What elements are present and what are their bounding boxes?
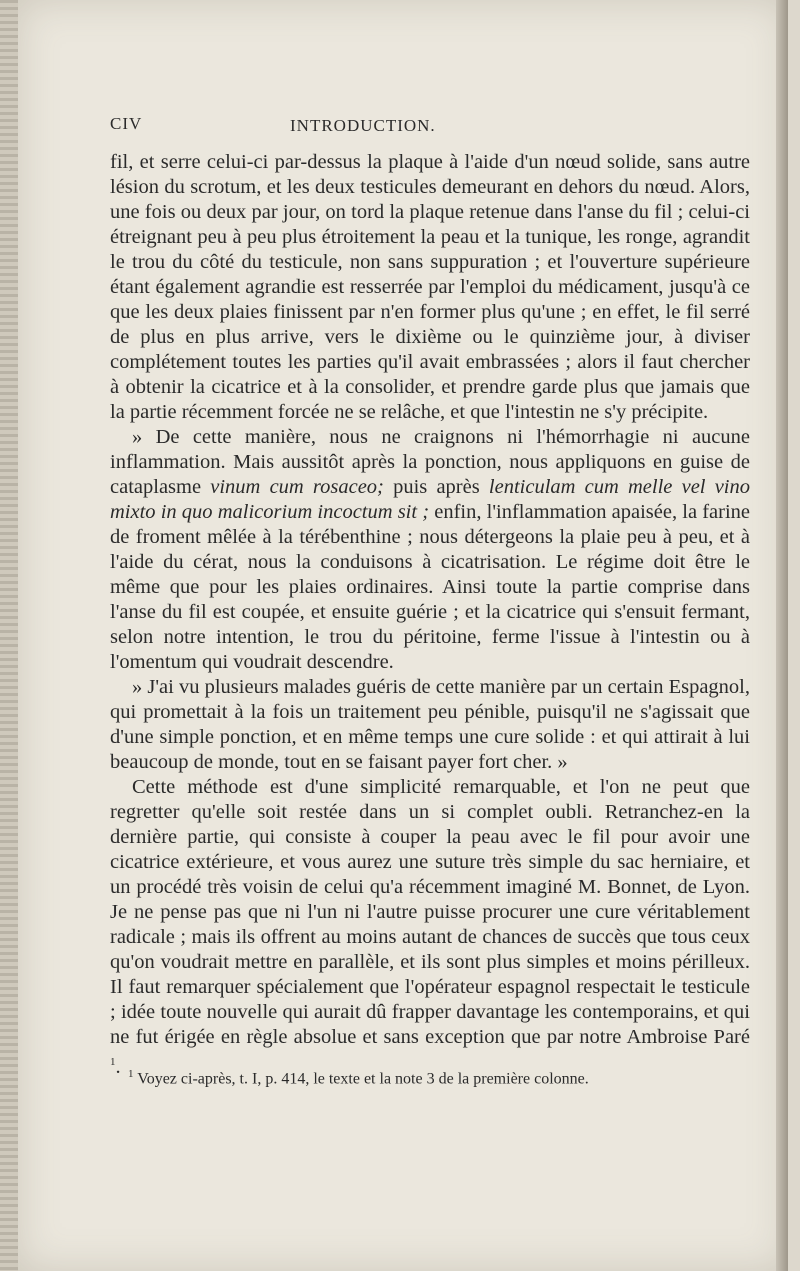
paragraph-2-part-b: puis après xyxy=(383,476,489,498)
paragraph-4-end: . xyxy=(115,1055,121,1078)
page-edge xyxy=(776,0,788,1271)
paragraph-3: » J'ai vu plusieurs malades guéris de cette manière par un certain Espagnol, qui promettait à la fois un traitement peu pénible, puisqu'il ne s'agissait que d'une simple ponction, et en même temps une cure solide : et qui attirait à lui beaucoup de monde, tout en se faisant payer fort cher. » xyxy=(110,676,750,773)
paragraph-2 xyxy=(110,425,750,675)
binding-gutter xyxy=(0,0,18,1271)
paragraph-4 xyxy=(110,775,750,1080)
running-head: INTRODUCTION. xyxy=(290,116,436,135)
paragraph-1: fil, et serre celui-ci par-dessus la plaque à l'aide d'un nœud solide, sans autre lésion du scrotum, et les deux testicules demeurant en dehors du nœud. Alors, une fois ou deux par jour, on tord la plaque retenue dans l'anse du fil ; celui-ci étreignant peu à peu plus étroitement la peau et la tunique, les ronge, agrandit le trou du côté du testicule, non sans suppuration ; et l'ouverture supérieure étant également agrandie est resserrée par l'emploi du médicament, jusqu'à ce que les deux plaies finissent par n'en former plus qu'une ; en effet, le fil serré de plus en plus arrive, vers le dixième ou le quinzième jour, à diviser complétement toutes les parties qu'il avait embrassées ; alors il faut chercher à obtenir la cicatrice et à la consolider, et prendre garde plus que jamais que la partie récemment forcée ne se relâche, et que l'intestin ne s'y précipite. xyxy=(110,151,750,423)
body-text xyxy=(110,150,750,1080)
footnote xyxy=(128,1068,748,1088)
page-header xyxy=(110,106,750,146)
footnote-marker: 1 xyxy=(128,1068,134,1080)
footnote-reference[interactable]: 1 xyxy=(110,1056,116,1068)
paragraph-2-part-a: » De cette manière, nous ne craignons ni l'hémorrhagie ni aucune inflammation. Mais aussitôt après la ponction, nous appliquons en guise de cataplasme xyxy=(110,426,750,498)
book-page xyxy=(18,0,788,1271)
paragraph-2-part-c: enfin, l'inflammation apaisée, la farine de froment mêlée à la térébenthine ; nous détergeons la plaie peu à peu, et à l'aide du cérat, nous la conduisons à cicatrisation. Le régime doit être le même que pour les plaies ordinaires. Ainsi toute la partie comprise dans l'anse du fil est coupée, et ensuite guérie ; et la cicatrice qui s'ensuit fermant, selon notre intention, le trou du péritoine, ferme l'issue à l'intestin ou à l'omentum qui voudrait descendre. xyxy=(110,501,750,673)
latin-phrase-1: vinum cum rosaceo; xyxy=(210,476,384,498)
paragraph-4-text: Cette méthode est d'une simplicité remarquable, et l'on ne peut que regretter qu'elle soit restée dans un si complet oubli. Retranchez-en la dernière partie, qui consiste à couper la peau avec le fil pour avoir une cicatrice extérieure, et vous aurez une suture très simple du sac herniaire, et un procédé très voisin de celui qu'a récemment imaginé M. Bonnet, de Lyon. Je ne pense pas que ni l'un ni l'autre puisse procurer une cure véritablement radicale ; mais ils offrent au moins autant de chances de succès que tous ceux qu'on voudrait mettre en parallèle, et ils sont plus simples et moins périlleux. Il faut remarquer spécialement que l'opérateur espagnol respectait le testicule ; idée toute nouvelle qui aurait dû frapper davantage les contemporains, et qui ne fut érigée en règle absolue et sans exception que par notre Ambroise Paré xyxy=(110,776,750,1048)
page-number: CIV xyxy=(110,114,143,133)
footnote-text: Voyez ci-après, t. I, p. 414, le texte et la note 3 de la première colonne. xyxy=(133,1070,589,1088)
latin-phrase-2: lenticulam cum melle vel vino mixto in quo malicorium incoctum sit ; xyxy=(110,476,750,523)
